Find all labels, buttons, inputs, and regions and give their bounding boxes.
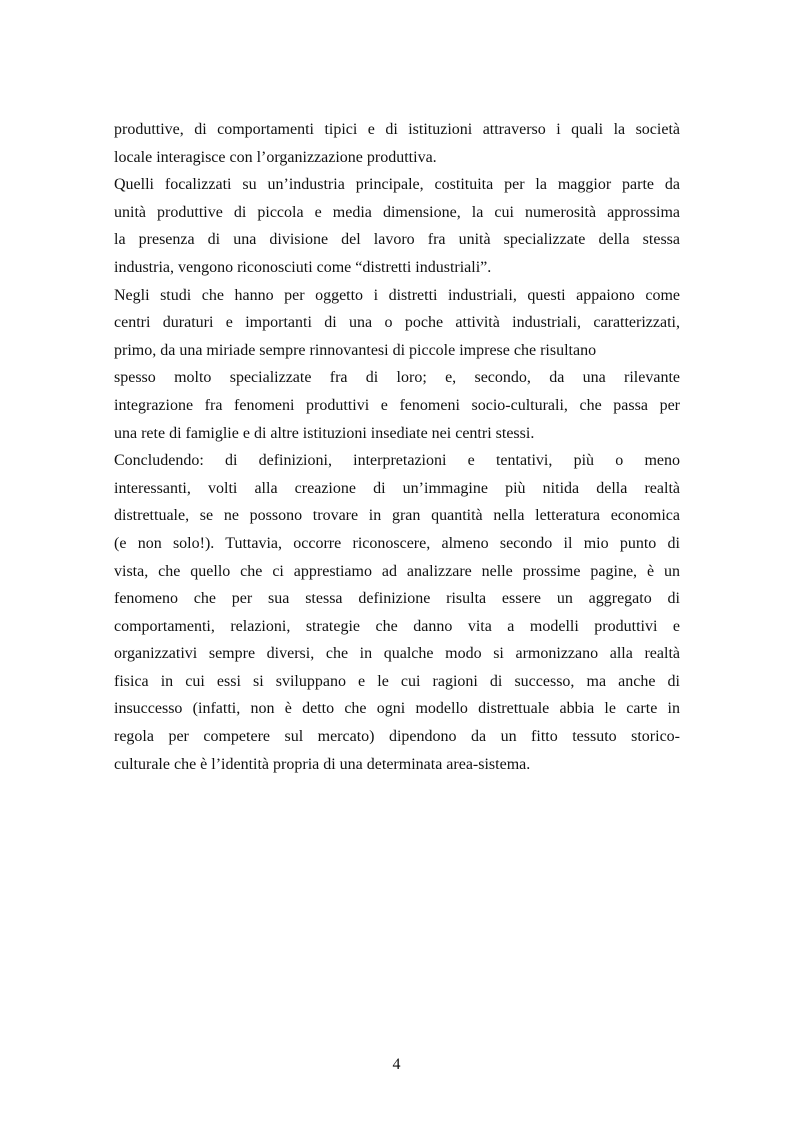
page-number: 4 <box>392 1056 401 1073</box>
text-line: vista, che quello che ci apprestiamo ad analizzare nelle prossime pagine, è un <box>114 562 680 580</box>
text-line: regola per competere sul mercato) dipendono da un fitto tessuto storico- <box>114 728 680 746</box>
text-line: una rete di famiglie e di altre istituzioni insediate nei centri stessi. <box>114 424 535 442</box>
text-line: Quelli focalizzati su un’industria principale, costituita per la maggior parte da <box>114 176 680 194</box>
text-line: integrazione fra fenomeni produttivi e fenomeni socio-culturali, che passa per <box>114 396 680 414</box>
text-line: fisica in cui essi si sviluppano e le cui ragioni di successo, ma anche di <box>114 672 680 690</box>
text-line: la presenza di una divisione del lavoro fra unità specializzate della stessa <box>114 231 680 249</box>
text-line: produttive, di comportamenti tipici e di istituzioni attraverso i quali la società <box>114 121 680 138</box>
text-line: culturale che è l’identità propria di una determinata area-sistema. <box>114 755 531 773</box>
text-line: industria, vengono riconosciuti come “distretti industriali”. <box>114 258 492 276</box>
text-line: Concludendo: di definizioni, interpretazioni e tentativi, più o meno <box>114 452 680 470</box>
text-line: unità produttive di piccola e media dimensione, la cui numerosità approssima <box>114 203 680 221</box>
text-line: comportamenti, relazioni, strategie che danno vita a modelli produttivi e <box>114 617 680 635</box>
text-line: organizzativi sempre diversi, che in qualche modo si armonizzano alla realtà <box>114 645 680 663</box>
text-line: spesso molto specializzate fra di loro; e, secondo, da una rilevante <box>114 369 680 387</box>
text-line: (e non solo!). Tuttavia, occorre riconoscere, almeno secondo il mio punto di <box>114 534 680 552</box>
text-line: Negli studi che hanno per oggetto i distretti industriali, questi appaiono come <box>114 286 680 304</box>
body-text <box>114 116 680 778</box>
text-line: locale interagisce con l’organizzazione produttiva. <box>114 148 437 166</box>
text-line: distrettuale, se ne possono trovare in gran quantità nella letteratura economica <box>114 507 680 525</box>
text-line: insuccesso (infatti, non è detto che ogni modello distrettuale abbia le carte in <box>114 700 680 718</box>
text-line: interessanti, volti alla creazione di un’immagine più nitida della realtà <box>114 479 680 497</box>
text-line: centri duraturi e importanti di una o poche attività industriali, caratterizzati, <box>114 314 680 332</box>
text-line: primo, da una miriade sempre rinnovantesi di piccole imprese che risultano <box>114 341 597 359</box>
text-line: fenomeno che per sua stessa definizione risulta essere un aggregato di <box>114 590 680 608</box>
